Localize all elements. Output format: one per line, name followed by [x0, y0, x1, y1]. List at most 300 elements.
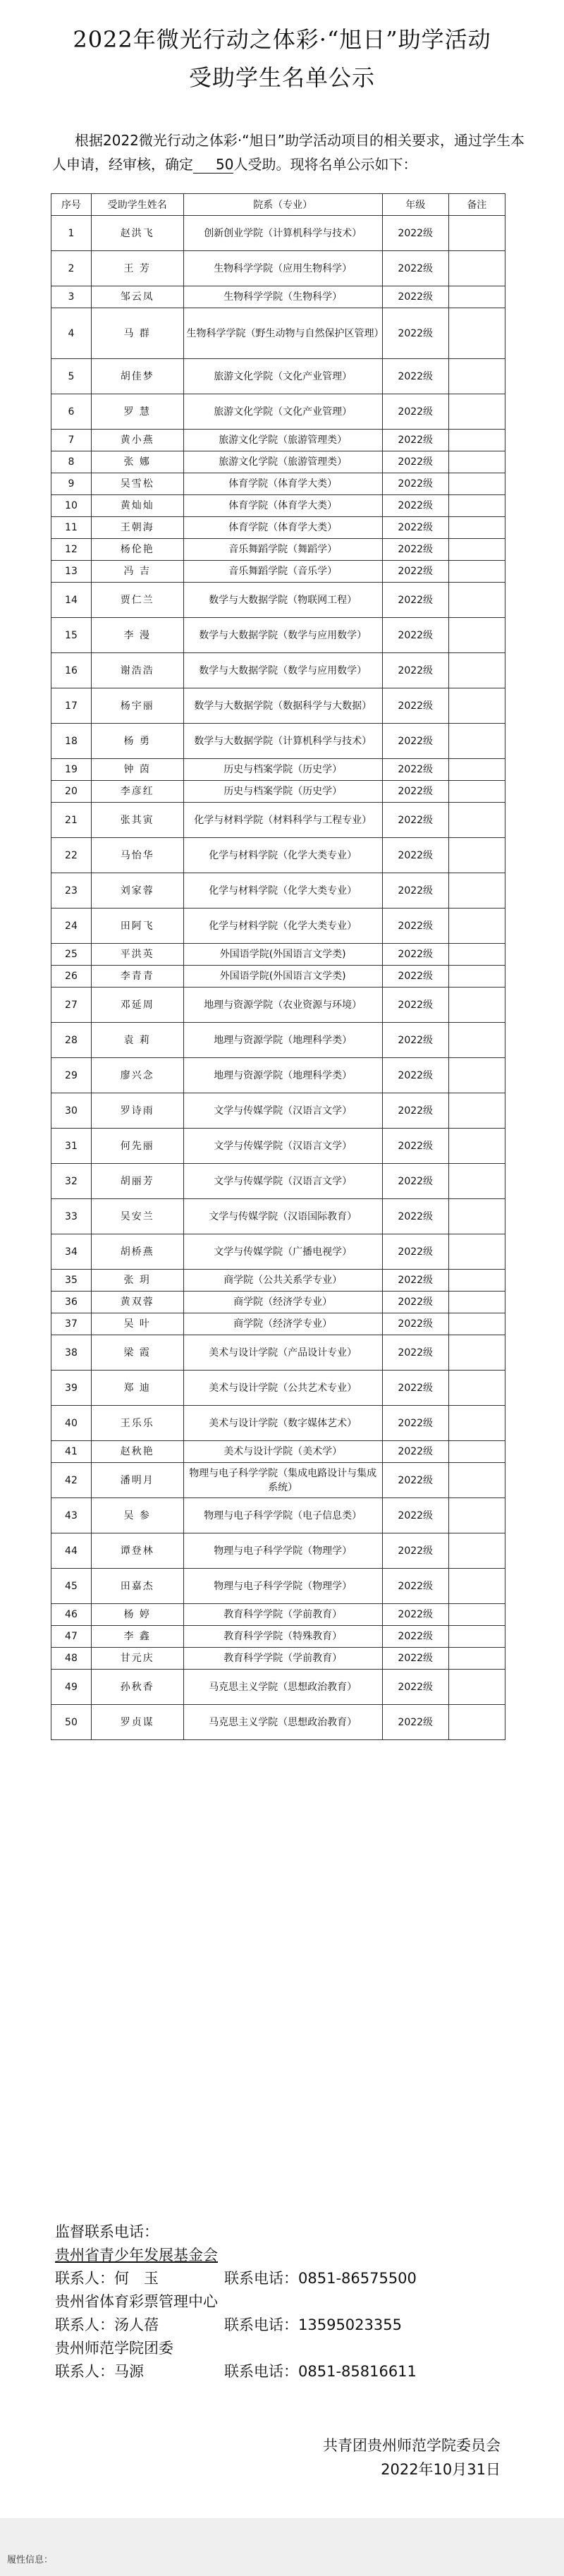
cell-remark	[448, 909, 505, 944]
cell-name: 胡丽芳	[91, 1164, 183, 1199]
cell-name: 杨宇丽	[91, 688, 183, 724]
cell-dept: 生物科学学院（生物科学）	[183, 286, 382, 308]
cell-grade: 2022级	[382, 1463, 448, 1498]
cell-remark	[448, 781, 505, 803]
table-row	[51, 286, 505, 308]
cell-name: 甘元庆	[91, 1648, 183, 1670]
cell-dept: 数学与大数据学院（数据科学与大数据）	[183, 688, 382, 724]
table-row	[51, 359, 505, 394]
table-row	[51, 1023, 505, 1058]
cell-remark	[448, 988, 505, 1023]
table-row	[51, 618, 505, 653]
cell-no: 3	[51, 286, 92, 308]
cell-no: 17	[51, 688, 92, 724]
table-row	[51, 473, 505, 495]
cell-remark	[448, 688, 505, 724]
page-title: 2022年微光行动之体彩·“旭日”助学活动	[73, 26, 491, 53]
cell-remark	[448, 308, 505, 359]
cell-grade: 2022级	[382, 966, 448, 988]
cell-grade: 2022级	[382, 1604, 448, 1626]
cell-dept: 美术与设计学院（公共艺术专业）	[183, 1371, 382, 1406]
table-row	[51, 394, 505, 430]
signature-date: 2022年10月31日	[381, 2461, 501, 2478]
cell-grade: 2022级	[382, 909, 448, 944]
cell-remark	[448, 944, 505, 966]
cell-name: 田阿飞	[91, 909, 183, 944]
cell-name: 邓延周	[91, 988, 183, 1023]
table-row	[51, 724, 505, 759]
cell-no: 43	[51, 1498, 92, 1533]
cell-remark	[448, 1234, 505, 1270]
cell-remark	[448, 1604, 505, 1626]
cell-dept: 美术与设计学院（产品设计专业）	[183, 1335, 382, 1371]
cell-no: 39	[51, 1371, 92, 1406]
cell-name: 张 玥	[91, 1270, 183, 1292]
cell-no: 14	[51, 583, 92, 618]
table-row	[51, 517, 505, 539]
cell-name: 罗贞谋	[91, 1705, 183, 1740]
cell-dept: 旅游文化学院（旅游管理类）	[183, 430, 382, 451]
cell-no: 21	[51, 803, 92, 838]
table-row	[51, 1441, 505, 1463]
cell-dept: 生物科学学院（应用生物科学）	[183, 251, 382, 286]
cell-dept: 外国语学院(外国语言文学类)	[183, 944, 382, 966]
header-name: 受助学生姓名	[91, 194, 183, 216]
cell-grade: 2022级	[382, 873, 448, 909]
cell-no: 49	[51, 1670, 92, 1705]
cell-dept: 美术与设计学院（数字媒体艺术）	[183, 1406, 382, 1441]
cell-grade: 2022级	[382, 1270, 448, 1292]
cell-no: 8	[51, 451, 92, 473]
cell-grade: 2022级	[382, 724, 448, 759]
header-grade: 年级	[382, 194, 448, 216]
cell-dept: 数学与大数据学院（数学与应用数学）	[183, 618, 382, 653]
contact-person-2: 联系人：汤人蓓	[55, 2316, 159, 2333]
cell-no: 41	[51, 1441, 92, 1463]
cell-name: 谢浩浩	[91, 653, 183, 688]
intro-text-after: 人受助。现将名单公示如下：	[233, 156, 417, 173]
cell-no: 27	[51, 988, 92, 1023]
cell-name: 李 鑫	[91, 1626, 183, 1648]
cell-no: 18	[51, 724, 92, 759]
cell-dept: 体育学院（体育学大类）	[183, 495, 382, 517]
cell-remark	[448, 1199, 505, 1234]
cell-grade: 2022级	[382, 1234, 448, 1270]
cell-no: 32	[51, 1164, 92, 1199]
cell-remark	[448, 1129, 505, 1164]
contact-person-1: 联系人：何 玉	[55, 2270, 159, 2287]
cell-no: 1	[51, 216, 92, 251]
cell-dept: 数学与大数据学院（计算机科学与技术）	[183, 724, 382, 759]
contact-phone-3: 联系电话：0851-85816611	[224, 2363, 417, 2380]
cell-name: 马 群	[91, 308, 183, 359]
cell-grade: 2022级	[382, 618, 448, 653]
cell-dept: 数学与大数据学院（物联网工程）	[183, 583, 382, 618]
cell-remark	[448, 1498, 505, 1533]
cell-no: 10	[51, 495, 92, 517]
cell-dept: 教育科学学院（学前教育）	[183, 1604, 382, 1626]
table-row	[51, 1648, 505, 1670]
cell-name: 吴 叶	[91, 1313, 183, 1335]
cell-grade: 2022级	[382, 1670, 448, 1705]
cell-remark	[448, 394, 505, 430]
table-body	[51, 216, 505, 1740]
cell-grade: 2022级	[382, 1705, 448, 1740]
table-row	[51, 1498, 505, 1533]
cell-name: 李 漫	[91, 618, 183, 653]
table-header-row	[51, 194, 505, 216]
cell-remark	[448, 1292, 505, 1313]
header-remark: 备注	[448, 194, 505, 216]
supervision-contacts	[55, 2220, 520, 2383]
cell-no: 35	[51, 1270, 92, 1292]
cell-no: 45	[51, 1569, 92, 1604]
cell-dept: 化学与材料学院（材料科学与工程专业）	[183, 803, 382, 838]
cell-dept: 音乐舞蹈学院（音乐学）	[183, 561, 382, 583]
cell-dept: 体育学院（体育学大类）	[183, 473, 382, 495]
table-row	[51, 451, 505, 473]
cell-dept: 历史与档案学院（历史学）	[183, 781, 382, 803]
cell-grade: 2022级	[382, 1129, 448, 1164]
cell-name: 贾仁兰	[91, 583, 183, 618]
table-row	[51, 1463, 505, 1498]
cell-remark	[448, 1335, 505, 1371]
table-row	[51, 1371, 505, 1406]
contact-person-3: 联系人：马源	[55, 2363, 144, 2380]
cell-grade: 2022级	[382, 1406, 448, 1441]
cell-name: 邹云凤	[91, 286, 183, 308]
cell-remark	[448, 873, 505, 909]
table-row	[51, 561, 505, 583]
cell-grade: 2022级	[382, 653, 448, 688]
table-row	[51, 1670, 505, 1705]
cell-dept: 化学与材料学院（化学大类专业）	[183, 873, 382, 909]
footer-info-label: 履性信息：	[7, 2555, 54, 2565]
cell-dept: 教育科学学院（特殊教育）	[183, 1626, 382, 1648]
cell-name: 郑 迪	[91, 1371, 183, 1406]
cell-dept: 马克思主义学院（思想政治教育）	[183, 1670, 382, 1705]
table-row	[51, 430, 505, 451]
table-row	[51, 838, 505, 873]
cell-remark	[448, 1371, 505, 1406]
cell-remark	[448, 251, 505, 286]
cell-remark	[448, 1270, 505, 1292]
contact-row-2	[55, 2314, 520, 2337]
cell-grade: 2022级	[382, 1648, 448, 1670]
contact-row-3	[55, 2360, 520, 2383]
cell-name: 孙秋香	[91, 1670, 183, 1705]
cell-remark	[448, 838, 505, 873]
cell-dept: 文学与传媒学院（广播电视学）	[183, 1234, 382, 1270]
cell-dept: 教育科学学院（学前教育）	[183, 1648, 382, 1670]
cell-name: 何先丽	[91, 1129, 183, 1164]
table-row	[51, 1270, 505, 1292]
cell-dept: 体育学院（体育学大类）	[183, 517, 382, 539]
cell-remark	[448, 803, 505, 838]
cell-name: 冯 吉	[91, 561, 183, 583]
cell-name: 黄双蓉	[91, 1292, 183, 1313]
cell-grade: 2022级	[382, 495, 448, 517]
cell-remark	[448, 1705, 505, 1740]
cell-grade: 2022级	[382, 1058, 448, 1093]
table-row	[51, 1199, 505, 1234]
cell-dept: 化学与材料学院（化学大类专业）	[183, 838, 382, 873]
table-row	[51, 539, 505, 561]
table-row	[51, 583, 505, 618]
cell-grade: 2022级	[382, 1626, 448, 1648]
table-row	[51, 495, 505, 517]
cell-no: 50	[51, 1705, 92, 1740]
table-row	[51, 1533, 505, 1569]
cell-no: 29	[51, 1058, 92, 1093]
cell-no: 37	[51, 1313, 92, 1335]
cell-grade: 2022级	[382, 473, 448, 495]
table-row	[51, 251, 505, 286]
table-row	[51, 1129, 505, 1164]
cell-grade: 2022级	[382, 759, 448, 781]
cell-name: 王朝海	[91, 517, 183, 539]
table-row	[51, 1058, 505, 1093]
cell-grade: 2022级	[382, 251, 448, 286]
cell-name: 吴雪松	[91, 473, 183, 495]
cell-no: 25	[51, 944, 92, 966]
cell-remark	[448, 517, 505, 539]
table-row	[51, 1292, 505, 1313]
cell-dept: 物理与电子科学学院（集成电路设计与集成系统）	[183, 1463, 382, 1498]
cell-dept: 生物科学学院（野生动物与自然保护区管理）	[183, 308, 382, 359]
cell-no: 13	[51, 561, 92, 583]
cell-dept: 外国语学院(外国语言文学类)	[183, 966, 382, 988]
cell-dept: 文学与传媒学院（汉语言文学）	[183, 1164, 382, 1199]
table-row	[51, 1406, 505, 1441]
cell-grade: 2022级	[382, 688, 448, 724]
cell-dept: 美术与设计学院（美术学）	[183, 1441, 382, 1463]
cell-remark	[448, 561, 505, 583]
header-dept: 院系（专业）	[183, 194, 382, 216]
cell-grade: 2022级	[382, 1199, 448, 1234]
cell-no: 36	[51, 1292, 92, 1313]
cell-dept: 创新创业学院（计算机科学与技术）	[183, 216, 382, 251]
cell-grade: 2022级	[382, 1093, 448, 1129]
cell-remark	[448, 618, 505, 653]
cell-name: 赵洪飞	[91, 216, 183, 251]
table-row	[51, 1569, 505, 1604]
table-row	[51, 1234, 505, 1270]
cell-remark	[448, 539, 505, 561]
cell-name: 刘家蓉	[91, 873, 183, 909]
table-row	[51, 1626, 505, 1648]
cell-no: 2	[51, 251, 92, 286]
cell-grade: 2022级	[382, 838, 448, 873]
cell-remark	[448, 583, 505, 618]
cell-name: 廖兴念	[91, 1058, 183, 1093]
cell-grade: 2022级	[382, 517, 448, 539]
table-row	[51, 1313, 505, 1335]
cell-no: 16	[51, 653, 92, 688]
table-row	[51, 1093, 505, 1129]
cell-name: 张 娜	[91, 451, 183, 473]
cell-dept: 物理与电子科学学院（电子信息类）	[183, 1498, 382, 1533]
contact-phone-2: 联系电话：13595023355	[224, 2316, 402, 2333]
cell-no: 30	[51, 1093, 92, 1129]
cell-name: 胡佳梦	[91, 359, 183, 394]
cell-remark	[448, 1023, 505, 1058]
cell-remark	[448, 1441, 505, 1463]
table-row	[51, 803, 505, 838]
table-row	[51, 1164, 505, 1199]
cell-remark	[448, 1670, 505, 1705]
cell-grade: 2022级	[382, 286, 448, 308]
cell-grade: 2022级	[382, 1533, 448, 1569]
cell-no: 19	[51, 759, 92, 781]
cell-grade: 2022级	[382, 1569, 448, 1604]
cell-dept: 数学与大数据学院（数学与应用数学）	[183, 653, 382, 688]
cell-name: 谭登林	[91, 1533, 183, 1569]
header-no: 序号	[51, 194, 92, 216]
cell-name: 平洪英	[91, 944, 183, 966]
cell-no: 33	[51, 1199, 92, 1234]
cell-name: 袁 莉	[91, 1023, 183, 1058]
cell-no: 9	[51, 473, 92, 495]
cell-remark	[448, 1058, 505, 1093]
cell-grade: 2022级	[382, 1023, 448, 1058]
cell-name: 张其寅	[91, 803, 183, 838]
cell-remark	[448, 1164, 505, 1199]
table-row	[51, 966, 505, 988]
cell-dept: 旅游文化学院（文化产业管理）	[183, 394, 382, 430]
cell-no: 23	[51, 873, 92, 909]
cell-remark	[448, 1533, 505, 1569]
cell-no: 34	[51, 1234, 92, 1270]
cell-grade: 2022级	[382, 803, 448, 838]
cell-no: 22	[51, 838, 92, 873]
cell-remark	[448, 451, 505, 473]
cell-grade: 2022级	[382, 1164, 448, 1199]
cell-no: 44	[51, 1533, 92, 1569]
org-lottery-center: 贵州省体育彩票管理中心	[55, 2293, 218, 2310]
cell-name: 杨 婷	[91, 1604, 183, 1626]
table-row	[51, 216, 505, 251]
contact-row-1	[55, 2267, 520, 2290]
cell-dept: 地理与资源学院（农业资源与环境）	[183, 988, 382, 1023]
cell-grade: 2022级	[382, 1313, 448, 1335]
cell-no: 12	[51, 539, 92, 561]
cell-name: 杨伦艳	[91, 539, 183, 561]
cell-name: 马怡华	[91, 838, 183, 873]
cell-no: 42	[51, 1463, 92, 1498]
cell-name: 钟 茵	[91, 759, 183, 781]
cell-dept: 历史与档案学院（历史学）	[183, 759, 382, 781]
recipient-table	[51, 193, 505, 1740]
cell-name: 赵秋艳	[91, 1441, 183, 1463]
cell-dept: 化学与材料学院（化学大类专业）	[183, 909, 382, 944]
cell-no: 11	[51, 517, 92, 539]
cell-dept: 地理与资源学院（地理科学类）	[183, 1058, 382, 1093]
cell-name: 潘明月	[91, 1463, 183, 1498]
cell-no: 40	[51, 1406, 92, 1441]
cell-remark	[448, 966, 505, 988]
cell-grade: 2022级	[382, 1441, 448, 1463]
table-row	[51, 688, 505, 724]
cell-no: 6	[51, 394, 92, 430]
table-row	[51, 1604, 505, 1626]
cell-dept: 音乐舞蹈学院（舞蹈学）	[183, 539, 382, 561]
cell-name: 王乐乐	[91, 1406, 183, 1441]
cell-remark	[448, 1463, 505, 1498]
table-row	[51, 1335, 505, 1371]
cell-dept: 地理与资源学院（地理科学类）	[183, 1023, 382, 1058]
cell-no: 15	[51, 618, 92, 653]
cell-grade: 2022级	[382, 359, 448, 394]
cell-name: 吴安兰	[91, 1199, 183, 1234]
cell-no: 31	[51, 1129, 92, 1164]
table-row	[51, 944, 505, 966]
cell-name: 李彦红	[91, 781, 183, 803]
cell-remark	[448, 359, 505, 394]
intro-text-before: 根据2022微光行动之体彩·“旭日”助学活动项目的相关要求，通过学生本人申请，经审核，确定	[52, 132, 525, 173]
cell-name: 李青青	[91, 966, 183, 988]
cell-remark	[448, 430, 505, 451]
cell-grade: 2022级	[382, 1371, 448, 1406]
table-row	[51, 308, 505, 359]
cell-no: 48	[51, 1648, 92, 1670]
page-subtitle: 受助学生名单公示	[188, 64, 375, 91]
contact-phone-1: 联系电话：0851-86575500	[224, 2270, 417, 2287]
cell-remark	[448, 1093, 505, 1129]
table-row	[51, 1705, 505, 1740]
cell-no: 47	[51, 1626, 92, 1648]
cell-name: 梁 霞	[91, 1335, 183, 1371]
table-row	[51, 759, 505, 781]
cell-grade: 2022级	[382, 308, 448, 359]
cell-no: 28	[51, 1023, 92, 1058]
cell-grade: 2022级	[382, 430, 448, 451]
cell-grade: 2022级	[382, 539, 448, 561]
cell-no: 24	[51, 909, 92, 944]
cell-no: 4	[51, 308, 92, 359]
cell-grade: 2022级	[382, 781, 448, 803]
cell-remark	[448, 1626, 505, 1648]
table-row	[51, 909, 505, 944]
intro-paragraph	[52, 128, 525, 176]
cell-remark	[448, 1569, 505, 1604]
table-row	[51, 873, 505, 909]
cell-dept: 物理与电子科学学院（物理学）	[183, 1533, 382, 1569]
cell-no: 26	[51, 966, 92, 988]
cell-remark	[448, 1406, 505, 1441]
cell-name: 杨 勇	[91, 724, 183, 759]
cell-dept: 文学与传媒学院（汉语言文学）	[183, 1093, 382, 1129]
signature-org: 共青团贵州师范学院委员会	[323, 2437, 501, 2454]
cell-dept: 文学与传媒学院（汉语国际教育）	[183, 1199, 382, 1234]
cell-remark	[448, 286, 505, 308]
cell-grade: 2022级	[382, 1292, 448, 1313]
cell-remark	[448, 495, 505, 517]
cell-grade: 2022级	[382, 451, 448, 473]
org-youth-league: 贵州师范学院团委	[55, 2340, 173, 2357]
cell-dept: 商学院（公共关系学专业）	[183, 1270, 382, 1292]
cell-no: 38	[51, 1335, 92, 1371]
cell-name: 黄小燕	[91, 430, 183, 451]
cell-name: 胡桥燕	[91, 1234, 183, 1270]
table-row	[51, 653, 505, 688]
cell-remark	[448, 724, 505, 759]
table-row	[51, 781, 505, 803]
cell-grade: 2022级	[382, 988, 448, 1023]
cell-name: 田嘉杰	[91, 1569, 183, 1604]
cell-dept: 旅游文化学院（旅游管理类）	[183, 451, 382, 473]
cell-dept: 物理与电子科学学院（物理学）	[183, 1569, 382, 1604]
